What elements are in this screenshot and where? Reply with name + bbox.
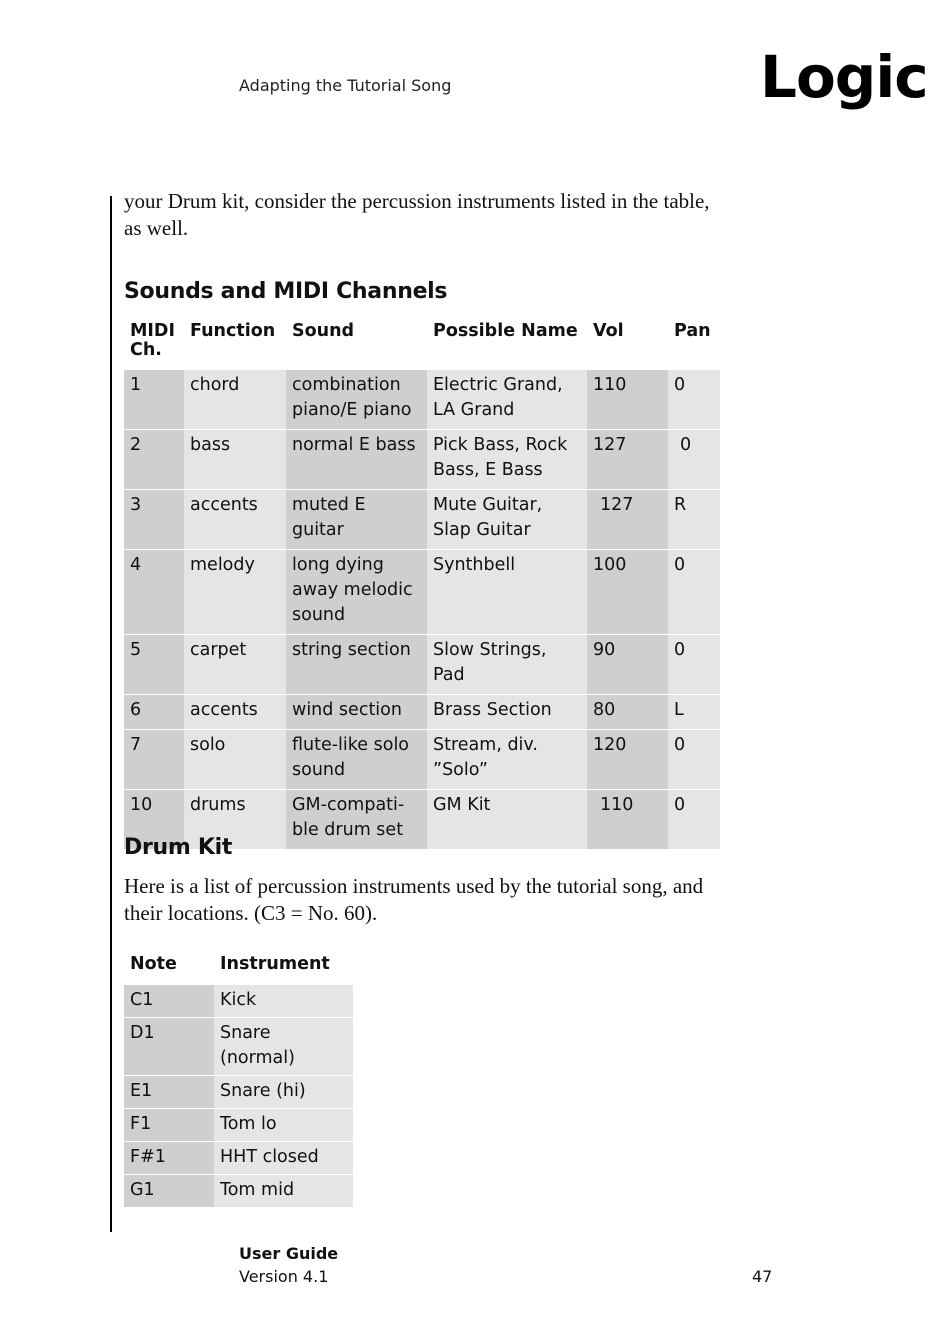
table-cell: drums: [184, 790, 286, 850]
table-cell: F1: [124, 1109, 214, 1142]
table-cell: bass: [184, 430, 286, 490]
table-cell: flute-like solo sound: [286, 730, 427, 790]
running-head: Adapting the Tutorial Song: [239, 76, 452, 95]
column-header: Vol: [593, 321, 624, 341]
table-cell: 100: [587, 550, 668, 635]
table-cell: 80: [587, 695, 668, 730]
table-cell: Brass Section: [427, 695, 587, 730]
logic-logo: Logic: [760, 43, 928, 111]
table-row: [124, 695, 720, 730]
column-header: Possible Name: [433, 321, 578, 341]
table-row: [124, 985, 353, 1018]
table-cell: long dying away melodic sound: [286, 550, 427, 635]
drum-kit-table: [124, 955, 353, 1208]
table-cell: C1: [124, 985, 214, 1018]
table-cell: Snare (normal): [214, 1018, 353, 1076]
table-cell: 0: [668, 790, 720, 850]
footer-title: User Guide: [239, 1244, 339, 1263]
table-cell: Pick Bass, Rock Bass, E Bass: [427, 430, 587, 490]
table-row: [124, 635, 720, 695]
table-header-row: [124, 955, 353, 985]
table-cell: 127: [587, 430, 668, 490]
page-number: 47: [752, 1267, 773, 1286]
table-cell: Stream, div. ”Solo”: [427, 730, 587, 790]
table-cell: carpet: [184, 635, 286, 695]
table-cell: solo: [184, 730, 286, 790]
table-cell: R: [668, 490, 720, 550]
column-header: Note: [130, 954, 177, 974]
table-cell: D1: [124, 1018, 214, 1076]
table-cell: L: [668, 695, 720, 730]
table-cell: 0: [668, 550, 720, 635]
table-row: [124, 550, 720, 635]
table-cell: Kick: [214, 985, 353, 1018]
table-cell: 5: [124, 635, 184, 695]
table-cell: HHT closed: [214, 1142, 353, 1175]
table-cell: melody: [184, 550, 286, 635]
table-cell: accents: [184, 490, 286, 550]
table-cell: Mute Guitar, Slap Guitar: [427, 490, 587, 550]
table-cell: 3: [124, 490, 184, 550]
table-cell: Tom mid: [214, 1175, 353, 1208]
column-header: Function: [190, 321, 276, 341]
midi-channels-table: [124, 322, 720, 850]
table-cell: combination piano/E piano: [286, 370, 427, 430]
table-row: [124, 430, 720, 490]
table-cell: GM-compati-ble drum set: [286, 790, 427, 850]
table-cell: 90: [587, 635, 668, 695]
table-row: [124, 1109, 353, 1142]
table-row: [124, 1076, 353, 1109]
table-cell: 0: [668, 730, 720, 790]
table-cell: 127: [587, 490, 668, 550]
footer-version: Version 4.1: [239, 1267, 329, 1286]
table-cell: 0: [668, 430, 720, 490]
drum-kit-heading: Drum Kit: [124, 835, 233, 860]
table-cell: accents: [184, 695, 286, 730]
table-cell: normal E bass: [286, 430, 427, 490]
table-cell: 110: [587, 370, 668, 430]
table-header-row: [124, 322, 720, 370]
table-cell: 10: [124, 790, 184, 850]
table-cell: Electric Grand, LA Grand: [427, 370, 587, 430]
table-cell: 110: [587, 790, 668, 850]
table-row: [124, 1018, 353, 1076]
drum-kit-description: Here is a list of percussion instruments used by the tutorial song, and their locations. (C3 = No. 60).: [124, 874, 704, 925]
table-cell: 0: [668, 370, 720, 430]
table-cell: G1: [124, 1175, 214, 1208]
table-cell: Tom lo: [214, 1109, 353, 1142]
table-row: [124, 370, 720, 430]
table-cell: 1: [124, 370, 184, 430]
column-header: Instrument: [220, 954, 330, 974]
table-cell: muted E guitar: [286, 490, 427, 550]
table-cell: Snare (hi): [214, 1076, 353, 1109]
table-cell: 4: [124, 550, 184, 635]
table-row: [124, 1142, 353, 1175]
table-cell: 2: [124, 430, 184, 490]
intro-paragraph: your Drum kit, consider the percussion instruments listed in the table, as well.: [124, 189, 710, 240]
table-cell: 6: [124, 695, 184, 730]
column-header: MIDI Ch.: [130, 321, 175, 360]
table-row: [124, 1175, 353, 1208]
table-cell: 7: [124, 730, 184, 790]
margin-rule: [110, 196, 112, 1232]
table-cell: 0: [668, 635, 720, 695]
table-cell: wind section: [286, 695, 427, 730]
table-row: [124, 730, 720, 790]
table-cell: F#1: [124, 1142, 214, 1175]
table-cell: 120: [587, 730, 668, 790]
table-cell: GM Kit: [427, 790, 587, 850]
table-cell: Synthbell: [427, 550, 587, 635]
column-header: Sound: [292, 321, 355, 341]
table-cell: string section: [286, 635, 427, 695]
sounds-heading: Sounds and MIDI Channels: [124, 279, 448, 304]
table-row: [124, 490, 720, 550]
table-cell: E1: [124, 1076, 214, 1109]
table-cell: chord: [184, 370, 286, 430]
table-cell: Slow Strings, Pad: [427, 635, 587, 695]
column-header: Pan: [674, 321, 711, 341]
